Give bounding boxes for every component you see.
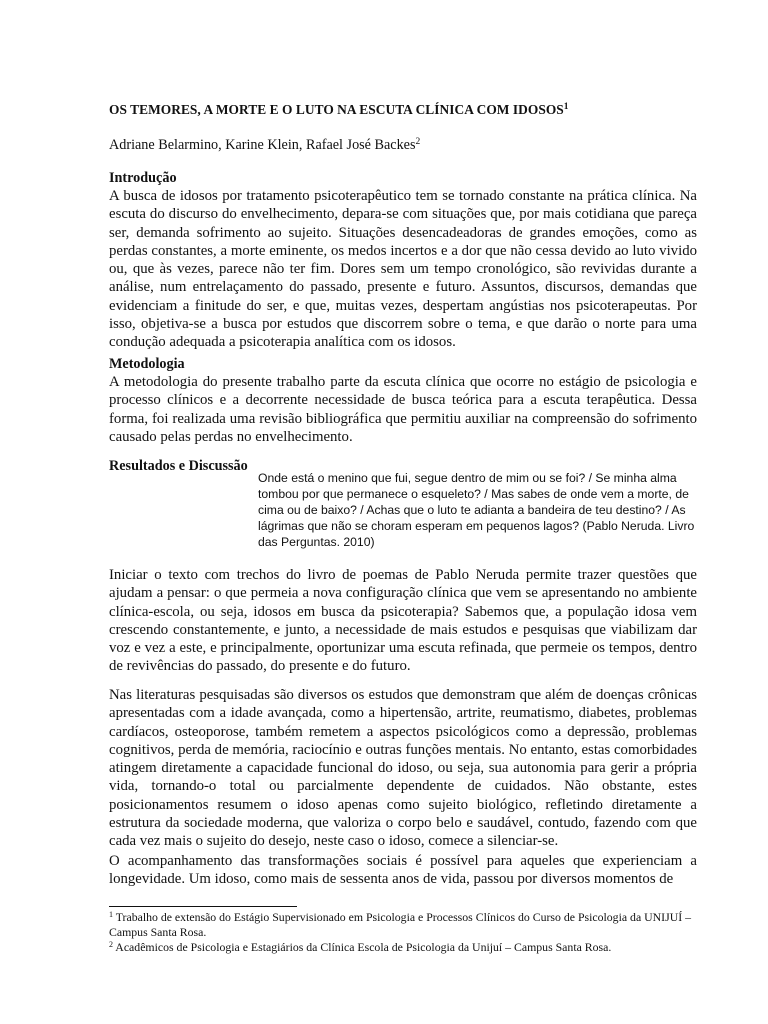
body-paragraph: O acompanhamento das transformações sociais é possível para aqueles que experienciam a longevidade. Um idoso, como mais de sessenta anos de vida, passou por diversos momentos de bbox=[109, 853, 697, 888]
methodology-paragraph: A metodologia do presente trabalho parte da escuta clínica que ocorre no estágio de psicologia e processo clínicos e a decorrente necessidade de busca teórica para a escuta terapêutica. Dessa forma, foi realizada uma revisão bibliográfica que permitiu auxiliar na compreensão do sofrimento causado pelas perdas no envelhecimento. bbox=[109, 374, 697, 445]
body-paragraph: Nas literaturas pesquisadas são diversos os estudos que demonstram que além de doenças crônicas apresentadas com a idade avançada, como a hipertensão, artrite, reumatismo, diabetes, problemas cardíacos, osteoporose, também remetem a aspectos psicológicos como a depressão, problemas cognitivos, perda de memória, raciocínio e outras funções mentais. No entanto, estas comorbidades atingem diretamente a capacidade funcional do idoso, ou seja, sua autonomia para gerir a própria vida, tornando-o total ou parcialmente dependente de cuidados. Não obstante, estes posicionamentos resumem o idoso apenas como sujeito biológico, refletindo diretamente a estrutura da sociedade moderna, que valoriza o corpo belo e saudável, contudo, fazendo com que cada vez mais o sujeito do desejo, neste caso o idoso, comece a silenciar-se. bbox=[109, 687, 697, 850]
footnote-text: Acadêmicos de Psicologia e Estagiários da Clínica Escola de Psicologia da Unijuí – Campus Santa Rosa. bbox=[113, 940, 612, 955]
title-footnote-mark: 1 bbox=[563, 102, 569, 112]
footnote-mark: 2 bbox=[109, 940, 113, 950]
footnote-mark: 1 bbox=[109, 910, 113, 919]
paper-title bbox=[109, 102, 697, 118]
authors-text: Adriane Belarmino, Karine Klein, Rafael José Backes bbox=[109, 137, 416, 153]
introduction-paragraph: A busca de idosos por tratamento psicoterapêutico tem se tornado constante na prática clínica. Na escuta do discurso do envelhecimento, depara-se com situações que, por mais cotidiana que pareça ser, demanda sofrimento ao sujeito. Situações desencadeadoras de grandes emoções, como as perdas constantes, a morte eminente, os medos incertos e a dor que não cessa devido ao luto vivido ou, que às vezes, parece não ter fim. Dores sem um tempo cronológico, são revividas durante a análise, num entrelaçamento do passado, presente e futuro. Assuntos, discursos, demandas que evidenciam a finitude do ser, e que, muitas vezes, despertam angústias nos psicoterapeutas. Por isso, objetiva-se a busca por estudos que discorrem sobre o tema, e que darão o norte para uma condução adequada a psicoterapia analítica com os idosos. bbox=[109, 188, 697, 351]
footnote-text: Trabalho de extensão do Estágio Supervisionado em Psicologia e Processos Clínicos do Curso de Psicologia da UNIJUÍ – Campus Santa Rosa. bbox=[109, 910, 691, 940]
methodology-heading: Metodologia bbox=[109, 356, 185, 372]
introduction-heading: Introdução bbox=[109, 170, 177, 186]
authors-line bbox=[109, 137, 697, 154]
footnote-divider bbox=[109, 906, 297, 907]
results-heading: Resultados e Discussão bbox=[109, 458, 248, 474]
body-paragraph: Iniciar o texto com trechos do livro de poemas de Pablo Neruda permite trazer questões que ajudam a pensar: o que permeia a nova configuração clínica que vem se apresentando no ambiente clínica-escola, ou seja, idosos em busca da psicoterapia? Sabemos que, a população idosa vem crescendo constantemente, e junto, a necessidade de mais estudos e pesquisas que viabilizam dar voz e vez a este, e principalmente, oportunizar uma escuta refinada, que permeie os tempos, dentro de revivências do passado, do presente e do futuro. bbox=[109, 567, 697, 675]
paper-title-text: OS TEMORES, A MORTE E O LUTO NA ESCUTA CLÍNICA COM IDOSOS bbox=[109, 102, 564, 117]
authors-footnote-mark: 2 bbox=[415, 137, 421, 147]
footnotes bbox=[109, 910, 699, 956]
epigraph-quote: Onde está o menino que fui, segue dentro de mim ou se foi? / Se minha alma tombou por que permanece o esqueleto? / Mas sabes de onde vem a morte, de cima ou de baixo? / Achas que o luto te adianta a bandeira de teu destino? / As lágrimas que não se choram esperam em pequenos lagos? (Pablo Neruda. Livro das Perguntas. 2010) bbox=[258, 471, 695, 549]
footnote-item bbox=[109, 910, 699, 940]
footnote-item bbox=[109, 940, 699, 955]
